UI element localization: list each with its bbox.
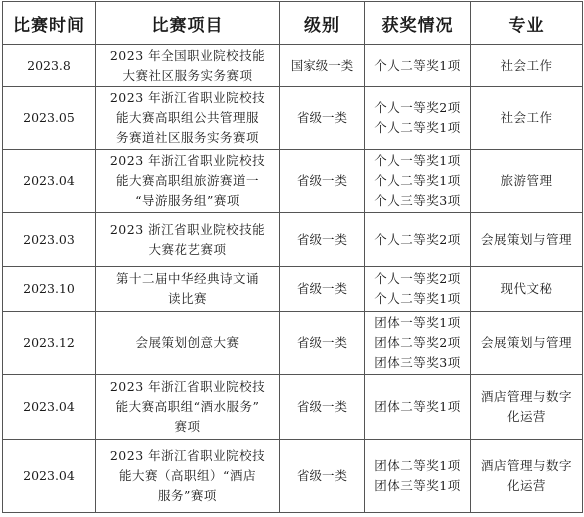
result-line: 团体二等奖1项 <box>374 458 461 473</box>
table-row <box>3 312 583 375</box>
item-line: 2023 年浙江省职业院校技 <box>109 153 266 168</box>
table-row <box>3 87 583 150</box>
major-line: 现代文秘 <box>500 281 553 296</box>
item-line: 能大赛高职组“酒水服务” <box>115 399 260 414</box>
item-line: “导游服务组”赛项 <box>135 193 240 208</box>
item-line: 服务”赛项 <box>158 488 217 503</box>
cell-major <box>471 375 583 440</box>
cell-level: 省级一类 <box>280 312 365 375</box>
cell-item <box>96 45 280 87</box>
header-level: 级别 <box>280 2 365 45</box>
cell-time: 2023.04 <box>3 440 96 513</box>
cell-level: 省级一类 <box>280 267 365 312</box>
cell-major <box>471 267 583 312</box>
table-row <box>3 45 583 87</box>
result-line: 个人二等奖2项 <box>374 231 461 247</box>
cell-time: 2023.12 <box>3 312 96 375</box>
cell-time: 2023.10 <box>3 267 96 312</box>
cell-result <box>365 440 471 513</box>
cell-item <box>96 375 280 440</box>
major-line: 酒店管理与数字 <box>480 389 572 404</box>
major-line: 社会工作 <box>500 110 553 125</box>
major-line: 化运营 <box>506 478 546 493</box>
major-line: 社会工作 <box>500 57 553 73</box>
cell-level: 国家级一类 <box>280 45 365 87</box>
header-row <box>3 2 583 45</box>
cell-time: 2023.04 <box>3 150 96 213</box>
major-line: 会展策划与管理 <box>480 231 572 247</box>
item-line: 2023 浙江省职业院校技能 <box>109 221 266 237</box>
cell-major <box>471 440 583 513</box>
item-line: 2023 年全国职业院校技能 <box>109 47 266 63</box>
table-row <box>3 267 583 312</box>
result-line: 个人一等奖2项 <box>374 100 461 115</box>
cell-level: 省级一类 <box>280 375 365 440</box>
item-line: 读比赛 <box>167 291 207 306</box>
cell-item <box>96 267 280 312</box>
item-line: 赛项 <box>174 419 201 434</box>
result-line: 个人一等奖2项 <box>374 271 461 286</box>
cell-time: 2023.04 <box>3 375 96 440</box>
table-row <box>3 150 583 213</box>
result-line: 个人三等奖3项 <box>374 193 461 208</box>
cell-major <box>471 150 583 213</box>
cell-result <box>365 375 471 440</box>
result-line: 个人二等奖1项 <box>374 120 461 135</box>
major-line: 旅游管理 <box>500 173 553 188</box>
item-line: 第十二届中华经典诗文诵 <box>115 271 259 286</box>
cell-item <box>96 440 280 513</box>
cell-time: 2023.03 <box>3 213 96 267</box>
table-body <box>3 45 583 513</box>
result-line: 团体三等奖1项 <box>374 478 461 493</box>
major-line: 酒店管理与数字 <box>480 458 572 473</box>
cell-result <box>365 150 471 213</box>
table-row <box>3 375 583 440</box>
item-line: 能大赛高职组公共管理服 <box>115 110 259 125</box>
cell-level: 省级一类 <box>280 87 365 150</box>
item-line: 大赛花艺赛项 <box>148 241 227 257</box>
header-item: 比赛项目 <box>96 2 280 45</box>
cell-result <box>365 213 471 267</box>
major-line: 会展策划与管理 <box>480 335 572 350</box>
item-line: 能大赛（高职组）“酒店 <box>119 468 256 483</box>
cell-level: 省级一类 <box>280 213 365 267</box>
major-line: 化运营 <box>506 409 546 424</box>
cell-level: 省级一类 <box>280 440 365 513</box>
table-row <box>3 213 583 267</box>
item-line: 会展策划创意大赛 <box>135 335 240 350</box>
table-row <box>3 440 583 513</box>
header-time: 比赛时间 <box>3 2 96 45</box>
cell-result <box>365 45 471 87</box>
cell-item <box>96 87 280 150</box>
result-line: 团体一等奖1项 <box>374 315 461 330</box>
result-line: 个人一等奖1项 <box>374 153 461 168</box>
table-header <box>3 2 583 45</box>
cell-result <box>365 312 471 375</box>
cell-level: 省级一类 <box>280 150 365 213</box>
result-line: 个人二等奖1项 <box>374 291 461 306</box>
item-line: 2023 年浙江省职业院校技 <box>109 448 266 463</box>
result-line: 团体二等奖2项 <box>374 335 461 350</box>
awards-table <box>2 1 583 513</box>
cell-item <box>96 150 280 213</box>
cell-result <box>365 267 471 312</box>
cell-major <box>471 45 583 87</box>
cell-major <box>471 213 583 267</box>
cell-major <box>471 312 583 375</box>
item-line: 2023 年浙江省职业院校技 <box>109 379 266 394</box>
result-line: 团体三等奖3项 <box>374 355 461 370</box>
item-line: 2023 年浙江省职业院校技 <box>109 90 266 105</box>
cell-time: 2023.05 <box>3 87 96 150</box>
item-line: 大赛社区服务实务赛项 <box>122 67 253 83</box>
header-result: 获奖情况 <box>365 2 471 45</box>
cell-item <box>96 312 280 375</box>
cell-time: 2023.8 <box>3 45 96 87</box>
result-line: 个人二等奖1项 <box>374 173 461 188</box>
result-line: 个人二等奖1项 <box>374 57 461 73</box>
result-line: 团体二等奖1项 <box>374 399 461 414</box>
cell-result <box>365 87 471 150</box>
item-line: 务赛道社区服务实务赛项 <box>115 130 259 145</box>
header-major: 专业 <box>471 2 583 45</box>
cell-major <box>471 87 583 150</box>
item-line: 能大赛高职组旅游赛道一 <box>115 173 259 188</box>
cell-item <box>96 213 280 267</box>
